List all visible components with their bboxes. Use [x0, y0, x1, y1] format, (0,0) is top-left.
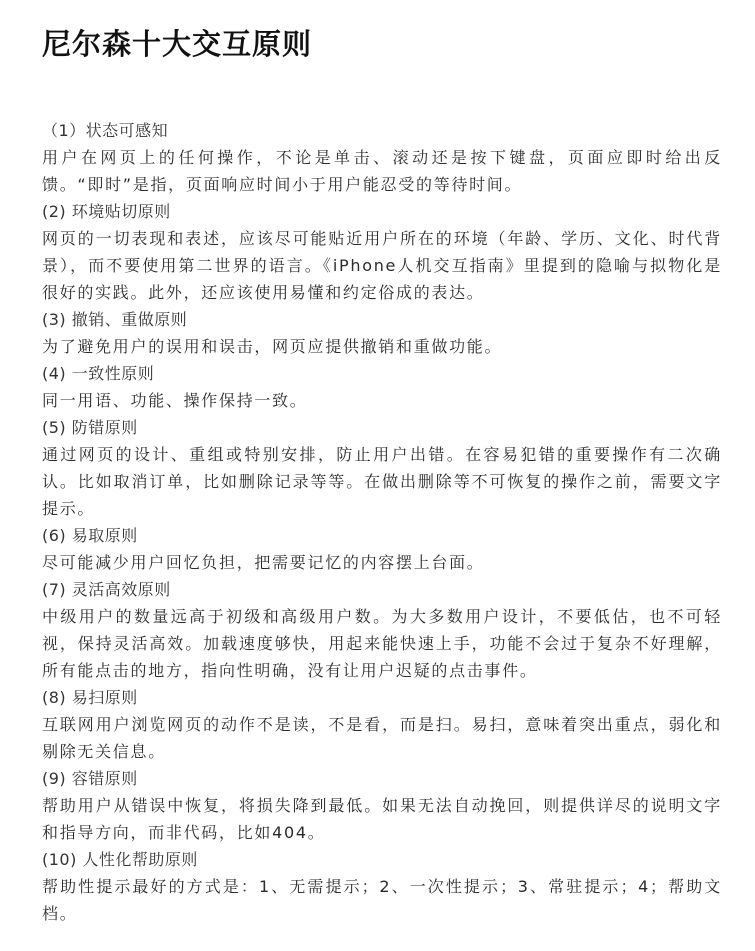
principle-heading: (9) 容错原则 — [42, 769, 138, 788]
principle-8 — [42, 684, 722, 765]
principle-description: 通过网页的设计、重组或特别安排，防止用户出错。在容易犯错的重要操作有二次确认。比如取消订单，比如删除记录等等。在做出删除等不可恢复的操作之前，需要文字提示。 — [42, 445, 722, 518]
principle-description: 同一用语、功能、操作保持一致。 — [42, 391, 308, 410]
principle-heading: (3) 撤销、重做原则 — [42, 310, 188, 329]
principle-3 — [42, 306, 722, 360]
principle-description: 帮助用户从错误中恢复，将损失降到最低。如果无法自动挽回，则提供详尽的说明文字和指导方向，而非代码，比如404。 — [42, 796, 722, 842]
principle-description: 中级用户的数量远高于初级和高级用户数。为大多数用户设计，不要低估，也不可轻视，保持灵活高效。加载速度够快，用起来能快速上手，功能不会过于复杂不好理解，所有能点击的地方，指向性明确，没有让用户迟疑的点击事件。 — [42, 607, 722, 680]
principle-6 — [42, 522, 722, 576]
principle-heading: (7) 灵活高效原则 — [42, 580, 171, 599]
principle-5 — [42, 414, 722, 522]
principle-7 — [42, 576, 722, 684]
principle-description: 为了避免用户的误用和误击，网页应提供撤销和重做功能。 — [42, 337, 503, 356]
principle-description: 用户在网页上的任何操作，不论是单击、滚动还是按下键盘，页面应即时给出反馈。“即时”是指，页面响应时间小于用户能忍受的等待时间。 — [42, 148, 722, 194]
principle-10 — [42, 846, 722, 927]
principle-heading: (10) 人性化帮助原则 — [42, 850, 198, 869]
principle-heading: （1）状态可感知 — [42, 121, 169, 140]
principle-heading: (5) 防错原则 — [42, 418, 138, 437]
principle-heading: (8) 易扫原则 — [42, 688, 138, 707]
principle-description: 尽可能减少用户回忆负担，把需要记忆的内容摆上台面。 — [42, 553, 485, 572]
principle-1 — [42, 117, 722, 198]
page-title: 尼尔森十大交互原则 — [42, 27, 313, 61]
article-body — [42, 117, 722, 927]
principle-2 — [42, 198, 722, 306]
principle-heading: (6) 易取原则 — [42, 526, 138, 545]
principle-heading: (4) 一致性原则 — [42, 364, 155, 383]
principle-description: 帮助性提示最好的方式是：1、无需提示；2、一次性提示；3、常驻提示；4；帮助文档。 — [42, 877, 722, 923]
principle-description: 网页的一切表现和表述，应该尽可能贴近用户所在的环境（年龄、学历、文化、时代背景），而不要使用第二世界的语言。《iPhone人机交互指南》里提到的隐喻与拟物化是很好的实践。此外，还应该使用易懂和约定俗成的表达。 — [42, 229, 722, 302]
principle-heading: (2) 环境贴切原则 — [42, 202, 171, 221]
principle-4 — [42, 360, 722, 414]
principle-9 — [42, 765, 722, 846]
principle-description: 互联网用户浏览网页的动作不是读，不是看，而是扫。易扫，意味着突出重点，弱化和剔除无关信息。 — [42, 715, 722, 761]
